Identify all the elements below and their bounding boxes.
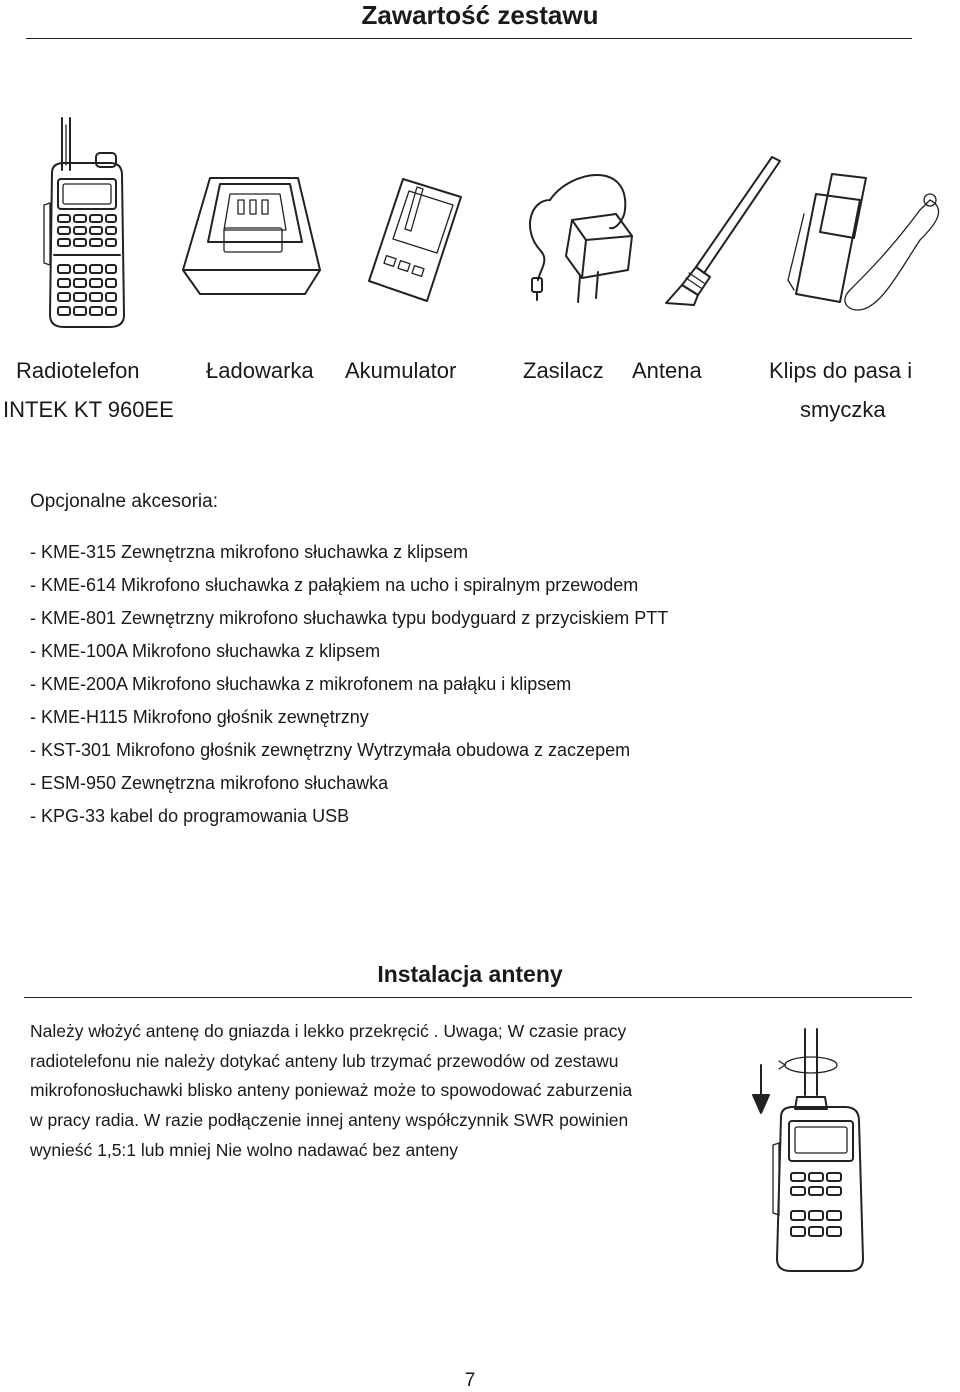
kit-label-power-adapter: Zasilacz	[523, 358, 604, 383]
list-item: - KST-301 Mikrofono głośnik zewnętrzny Wytrzymała obudowa z zaczepem	[30, 740, 631, 760]
kit-label-belt-clip: Klips do pasa i	[769, 358, 913, 383]
instruction-line: radiotelefonu nie należy dotykać anteny lub trzymać przewodów od zestawu	[30, 1050, 619, 1071]
kit-label-radio-model: INTEK KT 960EE	[3, 397, 174, 422]
kit-label-battery: Akumulator	[345, 358, 457, 383]
instruction-line: mikrofonosłuchawki blisko anteny ponieważ może to spowodować zaburzenia	[30, 1080, 633, 1101]
list-item: - KME-801 Zewnętrzny mikrofono słuchawka typu bodyguard z przyciskiem PTT	[30, 608, 669, 628]
instruction-line: wynieść 1,5:1 lub mniej Nie wolno nadawać bez anteny	[30, 1139, 459, 1160]
battery-icon	[365, 175, 465, 305]
list-item: - KME-200A Mikrofono słuchawka z mikrofonem na pałąku i klipsem	[30, 674, 572, 694]
antenna-icon	[660, 155, 790, 310]
kit-label-antenna: Antena	[632, 358, 702, 383]
belt-clip-icon	[780, 170, 955, 320]
antenna-instructions	[30, 1017, 710, 1166]
list-item: - KME-614 Mikrofono słuchawka z pałąkiem na ucho i spiralnym przewodem	[30, 575, 639, 595]
list-item: - ESM-950 Zewnętrzna mikrofono słuchawka	[30, 773, 389, 793]
kit-label-lanyard: smyczka	[800, 397, 886, 422]
page-number: 7	[464, 1370, 476, 1391]
title-divider	[26, 38, 912, 39]
kit-label-radio: Radiotelefon	[16, 358, 140, 383]
antenna-section-heading: Instalacja anteny	[377, 961, 563, 987]
list-item: - KPG-33 kabel do programowania USB	[30, 806, 350, 826]
power-adapter-icon	[520, 160, 640, 310]
accessories-heading: Opcjonalne akcesoria:	[30, 491, 218, 512]
list-item: - KME-100A Mikrofono słuchawka z klipsem	[30, 641, 381, 661]
page-title: Zawartość zestawu	[361, 0, 599, 30]
section-divider	[24, 997, 912, 998]
list-item: - KME-H115 Mikrofono głośnik zewnętrzny	[30, 707, 369, 727]
charger-icon	[180, 170, 325, 300]
kit-label-charger: Ładowarka	[206, 358, 314, 383]
list-item: - KME-315 Zewnętrzna mikrofono słuchawka z klipsem	[30, 542, 469, 562]
accessories-list	[30, 536, 668, 833]
antenna-install-icon	[745, 1025, 885, 1275]
instruction-line: w pracy radia. W razie podłączenie innej anteny współczynnik SWR powinien	[30, 1110, 629, 1131]
radio-icon	[40, 115, 135, 330]
instruction-line: Należy włożyć antenę do gniazda i lekko przekręcić . Uwaga; W czasie pracy	[30, 1021, 627, 1041]
